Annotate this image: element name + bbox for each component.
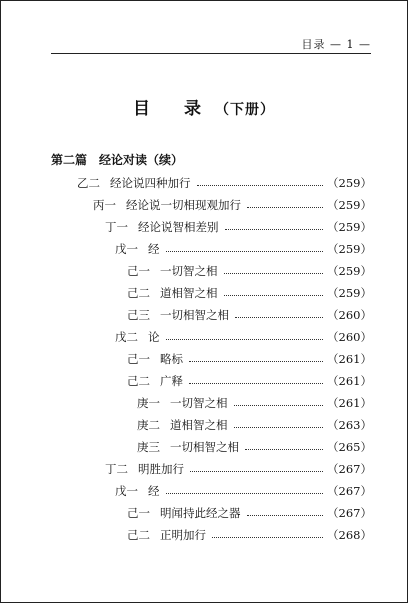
toc-entry-label <box>127 527 212 543</box>
toc-entry-page-number: （260） <box>327 330 372 344</box>
toc-entry-title: 明胜加行 <box>138 462 184 476</box>
toc-entry-page-number: （259） <box>327 264 372 278</box>
toc-entry-page-number: （259） <box>327 242 372 256</box>
toc-entry-label <box>137 395 234 411</box>
dot-leader <box>224 273 324 274</box>
toc-entry-label <box>137 439 245 455</box>
toc-entry-title: 经论说智相差别 <box>138 220 219 234</box>
toc-entry-number: 己二 <box>127 286 150 300</box>
toc-entry-title: 论 <box>148 330 160 344</box>
toc-entry-label <box>127 285 224 301</box>
title-main: 目 录 <box>133 99 215 119</box>
dot-leader <box>166 493 324 494</box>
toc-entry-page-number: （261） <box>327 396 372 410</box>
toc-entry-label <box>115 329 166 345</box>
dot-leader <box>190 471 323 472</box>
toc-entry <box>1 216 407 238</box>
toc-entry <box>1 260 407 282</box>
toc-entry-number: 己一 <box>127 264 150 278</box>
toc-entry-number: 庚二 <box>137 418 160 432</box>
toc-entry-title: 一切相智之相 <box>160 308 229 322</box>
toc-entry-number: 庚三 <box>137 440 160 454</box>
toc-entry-label <box>93 197 247 213</box>
toc-entry-page-number: （267） <box>327 484 372 498</box>
toc-entry-title: 经 <box>148 484 160 498</box>
toc-entry-page-number: （260） <box>327 308 372 322</box>
toc-entry <box>1 370 407 392</box>
toc-entry-label <box>77 175 197 191</box>
toc-entry-title: 一切智之相 <box>170 396 228 410</box>
toc-entry-number: 乙二 <box>77 176 100 190</box>
toc-entry-label <box>105 461 190 477</box>
toc-entry-page-number: （259） <box>327 198 372 212</box>
dot-leader <box>189 383 323 384</box>
dot-leader <box>166 339 324 340</box>
toc-entry-number: 己二 <box>127 374 150 388</box>
toc-entry-title: 明闻持此经之器 <box>160 506 241 520</box>
toc-entry <box>1 172 407 194</box>
toc-entry <box>1 392 407 414</box>
toc-entry <box>1 436 407 458</box>
toc-entry-page-number: （268） <box>327 528 372 542</box>
toc-entry-title: 一切相智之相 <box>170 440 239 454</box>
toc-entry-number: 戊一 <box>115 484 138 498</box>
toc-entry-label <box>127 505 247 521</box>
toc-entry-label <box>127 263 224 279</box>
toc-entry-page-number: （259） <box>327 286 372 300</box>
toc-entry-page-number: （263） <box>327 418 372 432</box>
header-rule <box>51 53 371 54</box>
dot-leader <box>197 185 324 186</box>
toc-entry-label <box>105 219 225 235</box>
toc-entry-number: 己三 <box>127 308 150 322</box>
dot-leader <box>212 537 323 538</box>
toc-entry <box>1 480 407 502</box>
toc-entry <box>1 194 407 216</box>
toc-entry <box>1 348 407 370</box>
toc-entry-label <box>127 307 235 323</box>
toc-entry-title: 广释 <box>160 374 183 388</box>
dot-leader <box>224 295 324 296</box>
toc-entry-number: 戊二 <box>115 330 138 344</box>
table-of-contents <box>1 172 407 546</box>
title-sub: （下册） <box>214 102 275 118</box>
toc-entry <box>1 304 407 326</box>
running-header: 目录 — 1 — <box>301 38 371 51</box>
dot-leader <box>245 449 323 450</box>
toc-entry-number: 丁一 <box>105 220 128 234</box>
toc-entry-number: 丁二 <box>105 462 128 476</box>
toc-entry-page-number: （259） <box>327 220 372 234</box>
toc-entry-title: 略标 <box>160 352 183 366</box>
toc-entry-title: 正明加行 <box>160 528 206 542</box>
toc-entry-title: 经论说一切相现观加行 <box>126 198 241 212</box>
toc-entry <box>1 282 407 304</box>
toc-entry-title: 道相智之相 <box>170 418 228 432</box>
toc-entry-page-number: （261） <box>327 352 372 366</box>
toc-entry-number: 己一 <box>127 352 150 366</box>
toc-entry-label <box>127 373 189 389</box>
toc-entry-label <box>137 417 234 433</box>
dot-leader <box>234 405 324 406</box>
toc-entry-title: 道相智之相 <box>160 286 218 300</box>
toc-entry <box>1 238 407 260</box>
toc-entry-label <box>115 483 166 499</box>
toc-entry <box>1 414 407 436</box>
toc-entry <box>1 458 407 480</box>
toc-entry-title: 一切智之相 <box>160 264 218 278</box>
toc-entry-number: 丙一 <box>93 198 116 212</box>
dot-leader <box>225 229 324 230</box>
toc-entry <box>1 502 407 524</box>
toc-entry-number: 庚一 <box>137 396 160 410</box>
toc-entry <box>1 524 407 546</box>
toc-entry <box>1 326 407 348</box>
dot-leader <box>189 361 323 362</box>
dot-leader <box>235 317 323 318</box>
toc-entry-page-number: （267） <box>327 462 372 476</box>
toc-entry-page-number: （265） <box>327 440 372 454</box>
dot-leader <box>247 515 324 516</box>
toc-entry-label <box>115 241 166 257</box>
dot-leader <box>247 207 323 208</box>
page-title <box>1 94 407 119</box>
toc-entry-title: 经论说四种加行 <box>110 176 191 190</box>
section-heading: 第二篇 经论对读（续） <box>51 153 184 167</box>
toc-entry-number: 己二 <box>127 528 150 542</box>
dot-leader <box>166 251 324 252</box>
toc-entry-page-number: （267） <box>327 506 372 520</box>
toc-entry-page-number: （259） <box>327 176 372 190</box>
toc-entry-title: 经 <box>148 242 160 256</box>
toc-entry-number: 戊一 <box>115 242 138 256</box>
toc-entry-label <box>127 351 189 367</box>
dot-leader <box>234 427 324 428</box>
toc-entry-page-number: （261） <box>327 374 372 388</box>
toc-entry-number: 己一 <box>127 506 150 520</box>
